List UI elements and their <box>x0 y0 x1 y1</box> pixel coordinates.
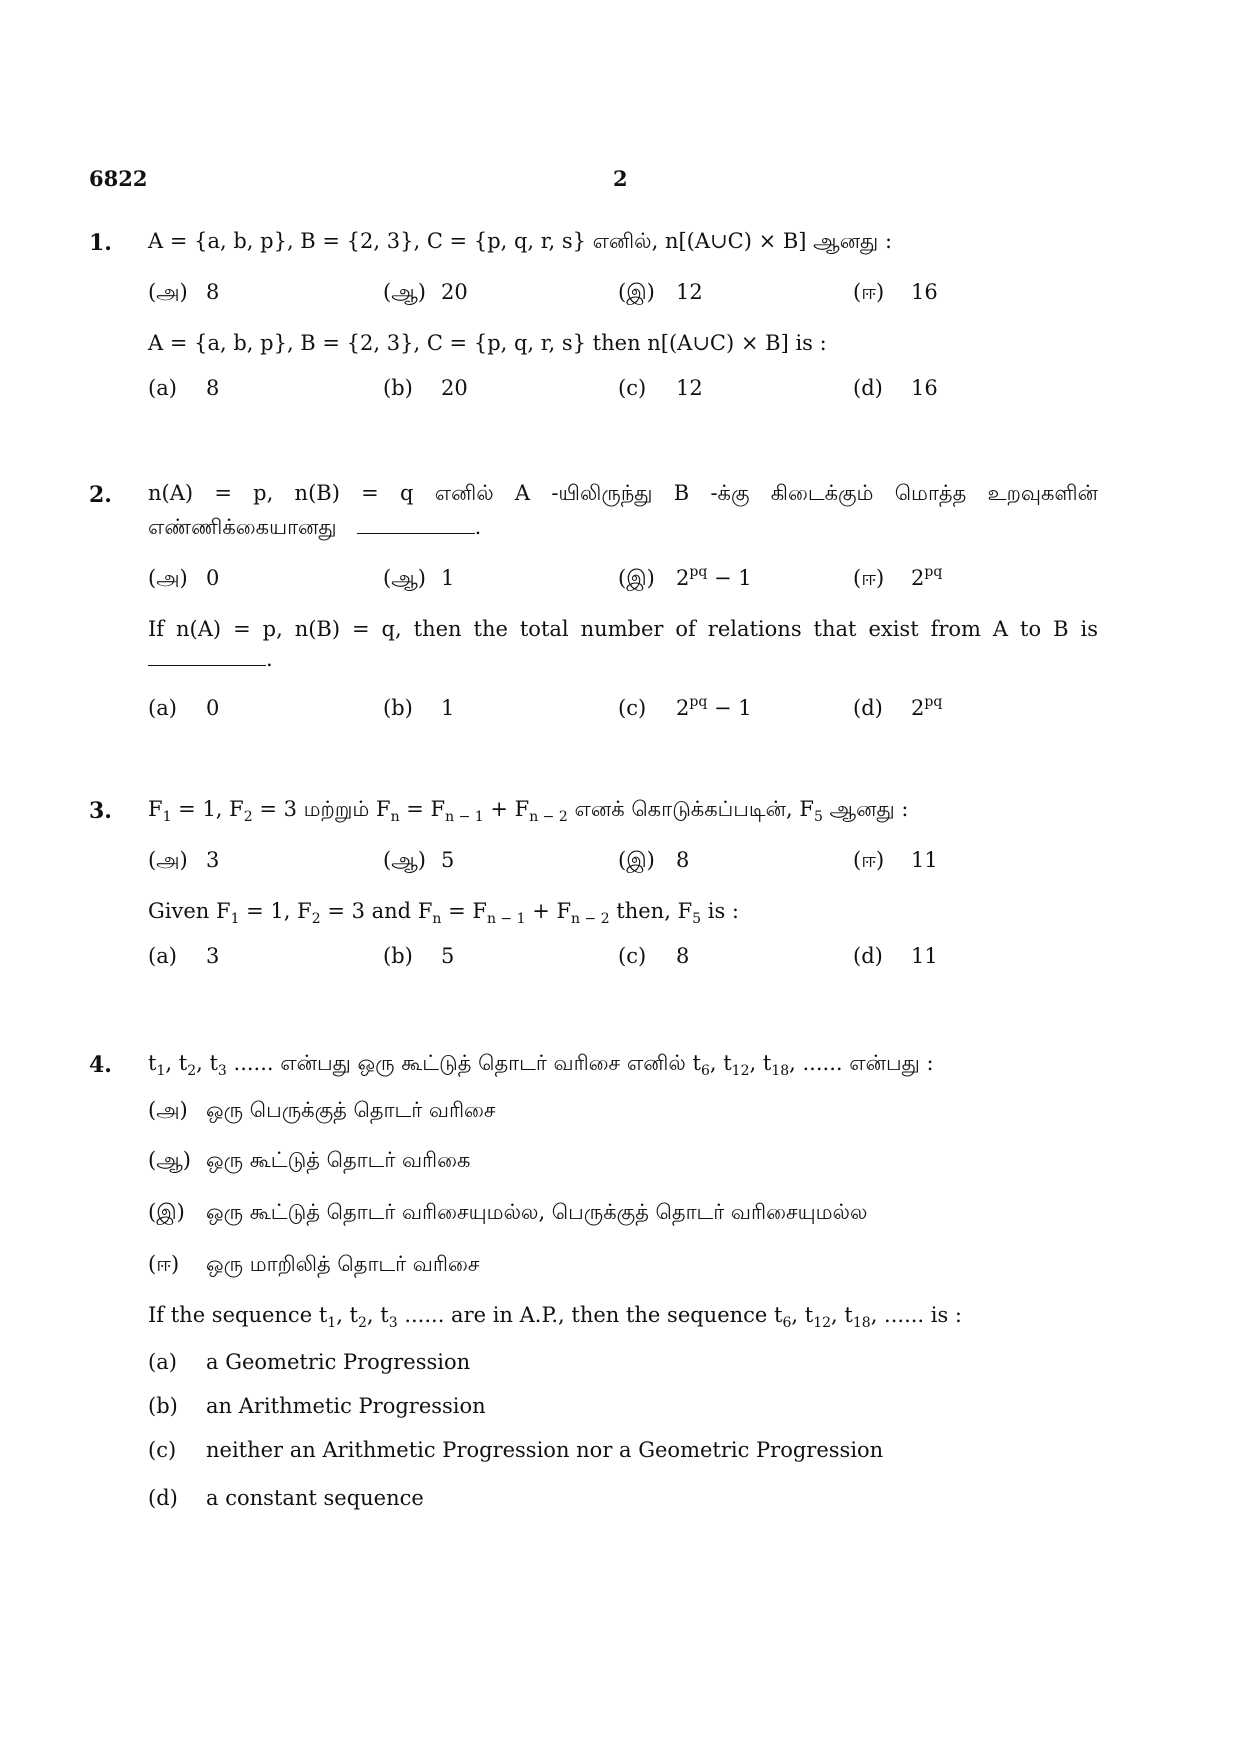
question-number: 1. <box>89 230 112 256</box>
options-tamil <box>148 566 1098 600</box>
option: (அ) 8 <box>148 280 220 304</box>
question-stem-english: If the sequence $t_1$, $t_2$, $t_3$ ...... are in A.P., then the sequence $t_6$, $t_{12}$, $t_{18}$, ...... is : <box>148 1303 963 1331</box>
question-stem-english-line2: . <box>148 642 1098 676</box>
option: (c) $2^{pq} - 1$ <box>618 694 752 720</box>
question-number: 4. <box>89 1052 112 1078</box>
page-number: 2 <box>613 166 628 191</box>
options-english <box>148 944 1098 978</box>
option: (ஆ) ஒரு கூட்டுத் தொடர் வரிகை <box>148 1148 471 1172</box>
question-stem-tamil-line1: n(A) = p, n(B) = q எனில் A -யிலிருந்து B -க்கு கிடைக்கும் மொத்த உறவுகளின் <box>148 481 1098 505</box>
option: (a) a Geometric Progression <box>148 1350 471 1374</box>
option: (d) 11 <box>853 944 938 968</box>
option: (c) 8 <box>618 944 690 968</box>
option: (ஈ) 11 <box>853 848 938 872</box>
option: (ஈ) ஒரு மாறிலித் தொடர் வரிசை <box>148 1252 480 1276</box>
option: (அ) ஒரு பெருக்குத் தொடர் வரிசை <box>148 1098 496 1122</box>
option: (ஆ) 20 <box>383 280 468 304</box>
option: (ஆ) 1 <box>383 566 455 590</box>
option: (ஈ) $2^{pq}$ <box>853 564 943 590</box>
option: (a) 3 <box>148 944 220 968</box>
option: (b) an Arithmetic Progression <box>148 1394 486 1418</box>
option: (b) 1 <box>383 696 455 720</box>
option: (c) neither an Arithmetic Progression nor a Geometric Progression <box>148 1438 884 1462</box>
option: (b) 20 <box>383 376 468 400</box>
option: (d) 16 <box>853 376 938 400</box>
option: (c) 12 <box>618 376 703 400</box>
question-stem-english-line1: If n(A) = p, n(B) = q, then the total number of relations that exist from A to B is <box>148 617 1098 641</box>
paper-code: 6822 <box>89 166 148 191</box>
option: (ஈ) 16 <box>853 280 938 304</box>
page-header <box>89 166 1149 196</box>
option: (இ) 8 <box>618 848 690 872</box>
options-english <box>148 696 1098 730</box>
question-stem-english: A = {a, b, p}, B = {2, 3}, C = {p, q, r, s} then n[(A∪C) × B] is : <box>148 331 827 355</box>
option: (ஆ) 5 <box>383 848 455 872</box>
answer-blank <box>148 647 266 666</box>
option: (இ) ஒரு கூட்டுத் தொடர் வரிசையுமல்ல, பெருக்குத் தொடர் வரிசையுமல்ல <box>148 1200 868 1224</box>
question-stem-english: Given $F_1 = 1$, $F_2 = 3$ and $F_n = F_{n - 1} + F_{n - 2}$ then, $F_5$ is : <box>148 899 739 927</box>
question-stem-tamil-line2: எண்ணிக்கையானது . <box>148 515 482 539</box>
answer-blank <box>357 515 475 534</box>
option: (இ) $2^{pq} - 1$ <box>618 564 752 590</box>
question-stem-tamil: $t_1$, $t_2$, $t_3$ ...... என்பது ஒரு கூட்டுத் தொடர் வரிசை எனில் $t_6$, $t_{12}$, $t_{18}$, ...... என்பது : <box>148 1051 934 1079</box>
option: (அ) 3 <box>148 848 220 872</box>
question-number: 3. <box>89 798 112 824</box>
option: (d) $2^{pq}$ <box>853 694 943 720</box>
option: (d) a constant sequence <box>148 1486 424 1510</box>
question-stem-tamil: A = {a, b, p}, B = {2, 3}, C = {p, q, r, s} எனில், n[(A∪C) × B] ஆனது : <box>148 229 893 253</box>
options-tamil <box>148 848 1098 882</box>
option: (b) 5 <box>383 944 455 968</box>
option: (இ) 12 <box>618 280 703 304</box>
option: (a) 8 <box>148 376 220 400</box>
options-tamil <box>148 280 1098 314</box>
options-english <box>148 376 1098 410</box>
option: (அ) 0 <box>148 566 220 590</box>
question-stem-tamil: $F_1 = 1$, $F_2 = 3$ மற்றும் $F_n = F_{n - 1} + F_{n - 2}$ எனக் கொடுக்கப்படின், $F_5$ ஆனது : <box>148 797 909 825</box>
option: (a) 0 <box>148 696 220 720</box>
question-number: 2. <box>89 482 112 508</box>
